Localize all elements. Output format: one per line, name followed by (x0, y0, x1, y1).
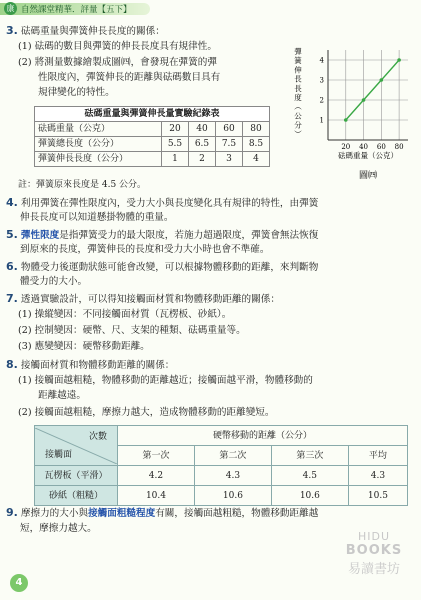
table-row (35, 137, 270, 152)
y-label-char: ） (293, 130, 302, 138)
item-7-sub3: (3) 應變變因：硬幣移動距離。 (18, 341, 150, 352)
y-label-char: 彈 (294, 47, 302, 56)
watermark-line2: BOOKS (345, 543, 403, 558)
y-label-char: 分 (294, 120, 302, 130)
watermark (339, 530, 409, 577)
item-3-lead: 3. 砝碼重量與彈簧伸長長度的關係： (6, 24, 165, 37)
y-label-char: 長 (294, 83, 302, 93)
row-label: 砝碼重量（公克） (35, 122, 162, 137)
item-6-line2: 體受力的大小。 (20, 276, 88, 287)
table-note: 註：彈簧原來長度是 4.5 公分。 (18, 180, 147, 190)
x-tick-label: 20 (341, 143, 351, 151)
data-point (344, 118, 348, 122)
item-3-sub2-line3: 規律變化的特性。 (38, 87, 115, 98)
watermark-line3: 易讀書坊 (347, 562, 400, 577)
y-label-char: 簧 (294, 56, 302, 66)
table-cell: 4 (243, 152, 270, 167)
page-header (0, 0, 421, 18)
page-number: 4 (10, 574, 28, 592)
table-cell: 10.6 (194, 486, 271, 506)
item-8-sub2: (2) 接觸面越粗糙，摩擦力越大，造成物體移動的距離變短。 (18, 407, 275, 418)
x-tick-label: 60 (376, 143, 386, 151)
y-tick-label: 4 (319, 56, 324, 65)
table-cell: 1 (162, 152, 189, 167)
data-point (380, 78, 384, 82)
x-axis-label: 砝碼重量（公克） (338, 151, 398, 160)
row-label: 彈簧伸長長度（公分） (35, 152, 162, 167)
header-title: 自然課堂精華．評量【五下】 (21, 5, 132, 15)
table-corner (35, 426, 118, 466)
corner-bottom-label: 接觸面 (45, 449, 73, 460)
table-cell: 4.3 (348, 466, 407, 486)
table-cell: 10.6 (271, 486, 348, 506)
item-3-sub1: (1) 砝碼的數目與彈簧的伸長長度具有規律性。 (18, 41, 217, 52)
table-cell: 6.5 (189, 137, 216, 152)
table-cell: 4.3 (194, 466, 271, 486)
y-tick-label: 3 (319, 76, 324, 85)
item-3-sub2-line2: 性限度內，彈簧伸長的距離與砝碼數目具有 (38, 72, 221, 83)
watermark-line1: HIDU (357, 530, 391, 543)
item-6-line1: 6. 物體受力後運動狀態可能會改變，可以根據物體移動的距離，來判斷物 (6, 260, 319, 273)
table-cell: 60 (216, 122, 243, 137)
table-cell: 2 (189, 152, 216, 167)
x-tick-label: 80 (394, 143, 404, 151)
data-point (362, 98, 366, 102)
table-cell: 3 (216, 152, 243, 167)
table-cell: 40 (189, 122, 216, 137)
item-9-line1: 9. 摩擦力的大小與接觸面粗糙程度有關，接觸面越粗糙，物體移動距離越 (6, 506, 319, 519)
data-point (397, 58, 401, 62)
table-row (35, 122, 270, 137)
y-label-char: （ (293, 102, 302, 110)
item-9-line2: 短，摩擦力越大。 (20, 523, 97, 534)
item-8-lead: 8. 接觸面材質和物體移動距離的關係： (6, 358, 175, 371)
chart-ticks (320, 57, 404, 152)
table-caption: 砝碼重量與彈簧伸長量實驗紀錄表 (35, 107, 270, 122)
table-cell: 7.5 (216, 137, 243, 152)
group-header: 硬幣移動的距離（公分） (118, 426, 408, 446)
table-row (35, 152, 270, 167)
table-cell: 10.5 (348, 486, 407, 506)
series-line (346, 60, 399, 120)
item-7-sub1: (1) 操縱變因：不同接觸面材質（瓦楞板、砂紙）。 (18, 309, 232, 320)
table-cell: 8.5 (243, 137, 270, 152)
spring-extension-chart (290, 40, 415, 220)
table-row (35, 466, 408, 486)
table-cell: 4.5 (271, 466, 348, 486)
item-8-sub1-line1: (1) 接觸面越粗糙，物體移動的距離越近；接觸面越平滑，物體移動的 (18, 375, 313, 386)
column-header: 第二次 (194, 446, 271, 466)
friction-data-table (34, 425, 408, 506)
chart-caption: 圖㈣ (358, 171, 378, 181)
y-label-char: 伸 (294, 65, 302, 75)
table-cell: 20 (162, 122, 189, 137)
item-3-sub2-line1: (2) 將測量數據繪製成圖㈣，會發現在彈簧的彈 (18, 57, 217, 68)
row-label: 瓦楞板（平滑） (35, 466, 118, 486)
table-cell: 4.2 (118, 466, 195, 486)
item-5-line2: 到原來的長度，彈簧伸長的長度和受力大小時也會不準確。 (20, 244, 270, 255)
table-row (35, 486, 408, 506)
publisher-badge: 康 (4, 2, 17, 15)
corner-top-label: 次數 (88, 431, 107, 442)
item-7-lead: 7. 透過實驗設計，可以得知接觸面材質和物體移動距離的關係： (6, 292, 280, 305)
y-label-char: 長 (294, 74, 302, 84)
spring-data-table (34, 106, 270, 167)
item-7-sub2: (2) 控制變因：硬幣、尺、支架的種類、砝碼重量等。 (18, 325, 246, 336)
x-tick-label: 40 (359, 143, 369, 151)
y-tick-label: 2 (319, 96, 324, 105)
term-roughness: 接觸面粗糙程度 (88, 508, 156, 519)
row-label: 砂紙（粗糙） (35, 486, 118, 506)
term-elastic-limit: 彈性限度 (20, 230, 60, 241)
column-header: 平均 (348, 446, 407, 466)
item-4-line2: 伸長長度可以知道懸掛物體的重量。 (20, 212, 174, 223)
column-header: 第三次 (271, 446, 348, 466)
row-label: 彈簧總長度（公分） (35, 137, 162, 152)
table-cell: 5.5 (162, 137, 189, 152)
y-label-char: 度 (294, 93, 302, 102)
item-5-line1: 5. 彈性限度是指彈簧受力的最大限度，若施力超過限度，彈簧會無法恢復 (6, 228, 319, 241)
y-axis-label (293, 46, 302, 138)
item-8-sub1-line2: 距離越遠。 (38, 390, 86, 401)
y-tick-label: 1 (319, 116, 324, 125)
item-4-line1: 4. 利用彈簧在彈性限度內，受力大小與長度變化具有規律的特性，由彈簧 (6, 196, 319, 209)
column-header: 第一次 (118, 446, 195, 466)
chart-series (344, 58, 401, 122)
table-cell: 80 (243, 122, 270, 137)
y-label-char: 公 (294, 111, 302, 121)
table-cell: 10.4 (118, 486, 195, 506)
